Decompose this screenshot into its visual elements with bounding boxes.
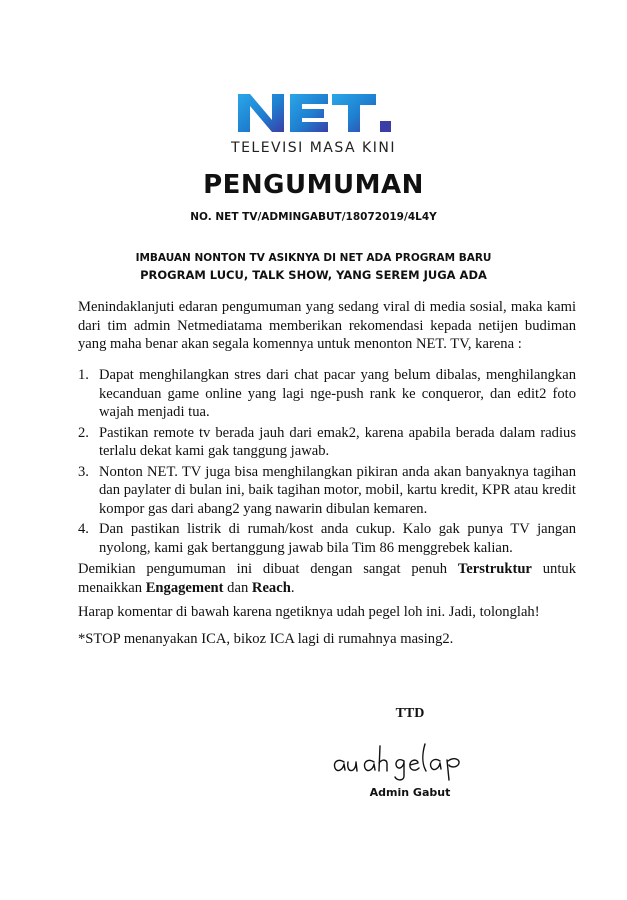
subtitle-line-2: PROGRAM LUCU, TALK SHOW, YANG SEREM JUGA ADA bbox=[140, 268, 487, 282]
page-title: PENGUMUMAN bbox=[203, 170, 424, 200]
closing-bold-reach: Reach bbox=[251, 579, 291, 596]
list-item-text: Pastikan remote tv berada jauh dari emak2, karena apabila berada dalam radius terlalu dekat kami gak tanggung jawab. bbox=[99, 424, 576, 459]
handwritten-signature bbox=[330, 732, 480, 787]
list-item-number: 1. bbox=[78, 367, 89, 383]
net-tv-logo bbox=[0, 88, 627, 156]
signature-icon bbox=[330, 732, 480, 782]
closing-bold-terstruktur: Terstruktur bbox=[457, 561, 532, 577]
list-item-text: Nonton NET. TV juga bisa menghilangkan pikiran anda akan banyaknya tagihan dan paylater di bulan ini, baik tagihan motor, mobil, kartu kredit, KPR atau kredit kompor gas dari abang2 yang nawarin dibulan kemaren. bbox=[99, 463, 576, 517]
closing-text-2: untuk menaikkan bbox=[78, 561, 577, 596]
closing-text-4: . bbox=[290, 579, 295, 596]
list-item-number: 3. bbox=[78, 463, 89, 480]
points-list bbox=[78, 366, 576, 559]
closing-text-1: Demikian pengumuman ini dibuat dengan sangat penuh bbox=[78, 561, 458, 577]
subtitle-line-1: IMBAUAN NONTON TV ASIKNYA DI NET ADA PROGRAM BARU bbox=[135, 252, 492, 264]
list-item bbox=[78, 366, 576, 422]
net-logo-icon bbox=[234, 88, 394, 136]
closing-text-3: dan bbox=[223, 579, 252, 596]
comment-line: Harap komentar di bawah karena ngetiknya udah pegel loh ini. Jadi, tolonglah! bbox=[78, 604, 540, 620]
list-item-number: 4. bbox=[78, 521, 89, 537]
list-item bbox=[78, 520, 576, 557]
logo-tagline: TELEVISI MASA KINI bbox=[231, 140, 396, 156]
document-number: NO. NET TV/ADMINGABUT/18072019/4L4Y bbox=[190, 211, 437, 223]
list-item bbox=[78, 424, 576, 461]
intro-paragraph: Menindaklanjuti edaran pengumuman yang sedang viral di media sosial, maka kami dari tim admin Netmediatama memberikan rekomendasi kepada netijen budiman yang maha benar akan segala komennya untuk menonton NET. TV, karena : bbox=[78, 299, 576, 352]
list-item-text: Dapat menghilangkan stres dari chat pacar yang belum dibalas, menghilangkan kecanduan game online yang lagi nge-push rank ke conqueror, dan edit2 foto wajah menjadi tua. bbox=[99, 367, 576, 420]
stop-line: *STOP menanyakan ICA, bikoz ICA lagi di rumahnya masing2. bbox=[78, 631, 454, 647]
list-item-number: 2. bbox=[78, 424, 89, 441]
subtitle bbox=[0, 250, 627, 284]
list-item bbox=[78, 463, 576, 519]
signer-name: Admin Gabut bbox=[369, 786, 451, 799]
ttd-label: TTD bbox=[395, 706, 425, 721]
closing-bold-engagement: Engagement bbox=[145, 579, 224, 596]
closing-paragraph bbox=[78, 560, 576, 597]
list-item-text: Dan pastikan listrik di rumah/kost anda cukup. Kalo gak punya TV jangan nyolong, kami gak bertanggung jawab bila Tim 86 menggrebek kalian. bbox=[99, 521, 576, 556]
